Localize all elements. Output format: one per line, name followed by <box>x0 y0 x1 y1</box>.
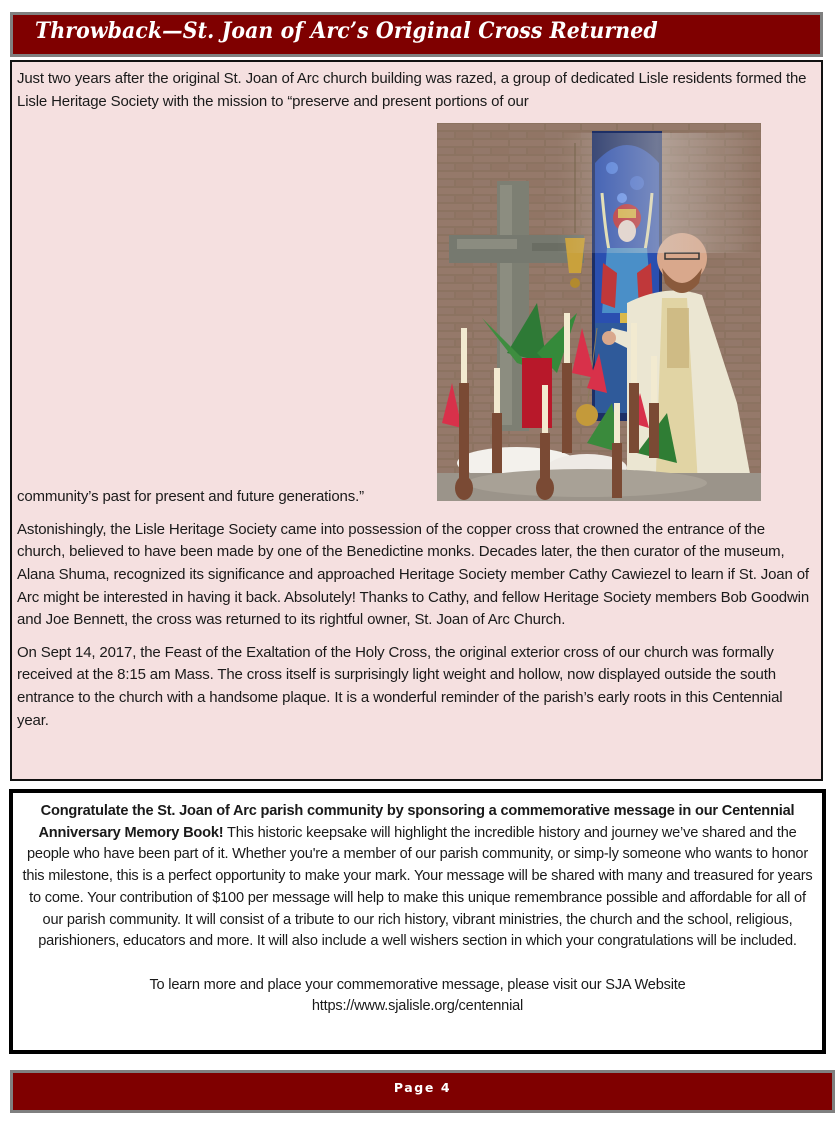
story-paragraph-3: On Sept 14, 2017, the Feast of the Exaltation of the Holy Cross, the original exterior cross of our church was formally received at the 8:15 am Mass. The cross itself is surprisingly light weight and hollow, now displayed outside the south entrance to the church with a handsome plaque. It is a wonderful reminder of the parish’s early roots in this Centennial year. <box>17 643 783 729</box>
story-paragraph-1-intro: Just two years after the original St. Joan of Arc church building was razed, a group of dedicated Lisle residents formed the Lisle Heritage Society with the mission to “preserve and present portions of our <box>17 70 807 110</box>
page-footer-banner <box>10 1070 835 1113</box>
story-paragraph-2: Astonishingly, the Lisle Heritage Society came into possession of the copper cross that crowned the entrance of the church, believed to have been made by one of the Benedictine monks. Decades later, the then curator of the museum, Alana Shuma, recognized its significance and approached Heritage Society member Cathy Cawiezel to learn if St. Joan of Arc might be interested in having it back. Absolutely! Thanks to Cathy, and fellow Heritage Society members Bob Goodwin and Joe Bennett, the cross was returned to its rightful owner, St. Joan of Arc Church. <box>17 520 810 629</box>
promo-bold-lead: Congratulate the St. Joan of Arc parish community by sponsoring a commemorative message in our Centennial Anniversary Memory Book! <box>38 803 795 841</box>
incense-smoke <box>557 133 757 253</box>
promo-details: This historic keepsake will highlight the incredible history and journey we’ve shared and the people who have been part of it. Whether you're a member of our parish community, or simp-ly someone who wants to honor this milestone, this is a perfect opportunity to make your mark. Your message will be shared with many and treasured for years to come. Your contribution of $100 per message will help to make this unique remembrance possible and affordable for all of our parish community. It will consist of a tribute to our rich history, vibrant ministries, the church and the school, religious, parishioners, educators and more. It will also include a well wishers section in which your congratulations will be included. <box>22 824 813 950</box>
story-photo <box>437 123 761 501</box>
story-paragraph-1-end: community’s past for present and future generations.” <box>17 488 364 506</box>
story-body <box>17 68 817 742</box>
promo-paragraph <box>21 801 814 953</box>
story-box <box>10 60 823 781</box>
article-header-banner <box>10 12 823 57</box>
photo-illustration <box>437 123 761 501</box>
centennial-website-link[interactable]: https://www.sjalisle.org/centennial <box>311 998 524 1015</box>
memory-book-promo-box <box>9 789 826 1054</box>
page-number: Page 4 <box>393 1080 452 1095</box>
promo-body <box>21 801 814 1018</box>
article-title: Throwback—St. Joan of Arc’s Original Cross Returned <box>35 18 658 44</box>
story-paragraph-1 <box>17 68 817 501</box>
promo-cta: To learn more and place your commemorative message, please visit our SJA Website <box>149 976 686 993</box>
